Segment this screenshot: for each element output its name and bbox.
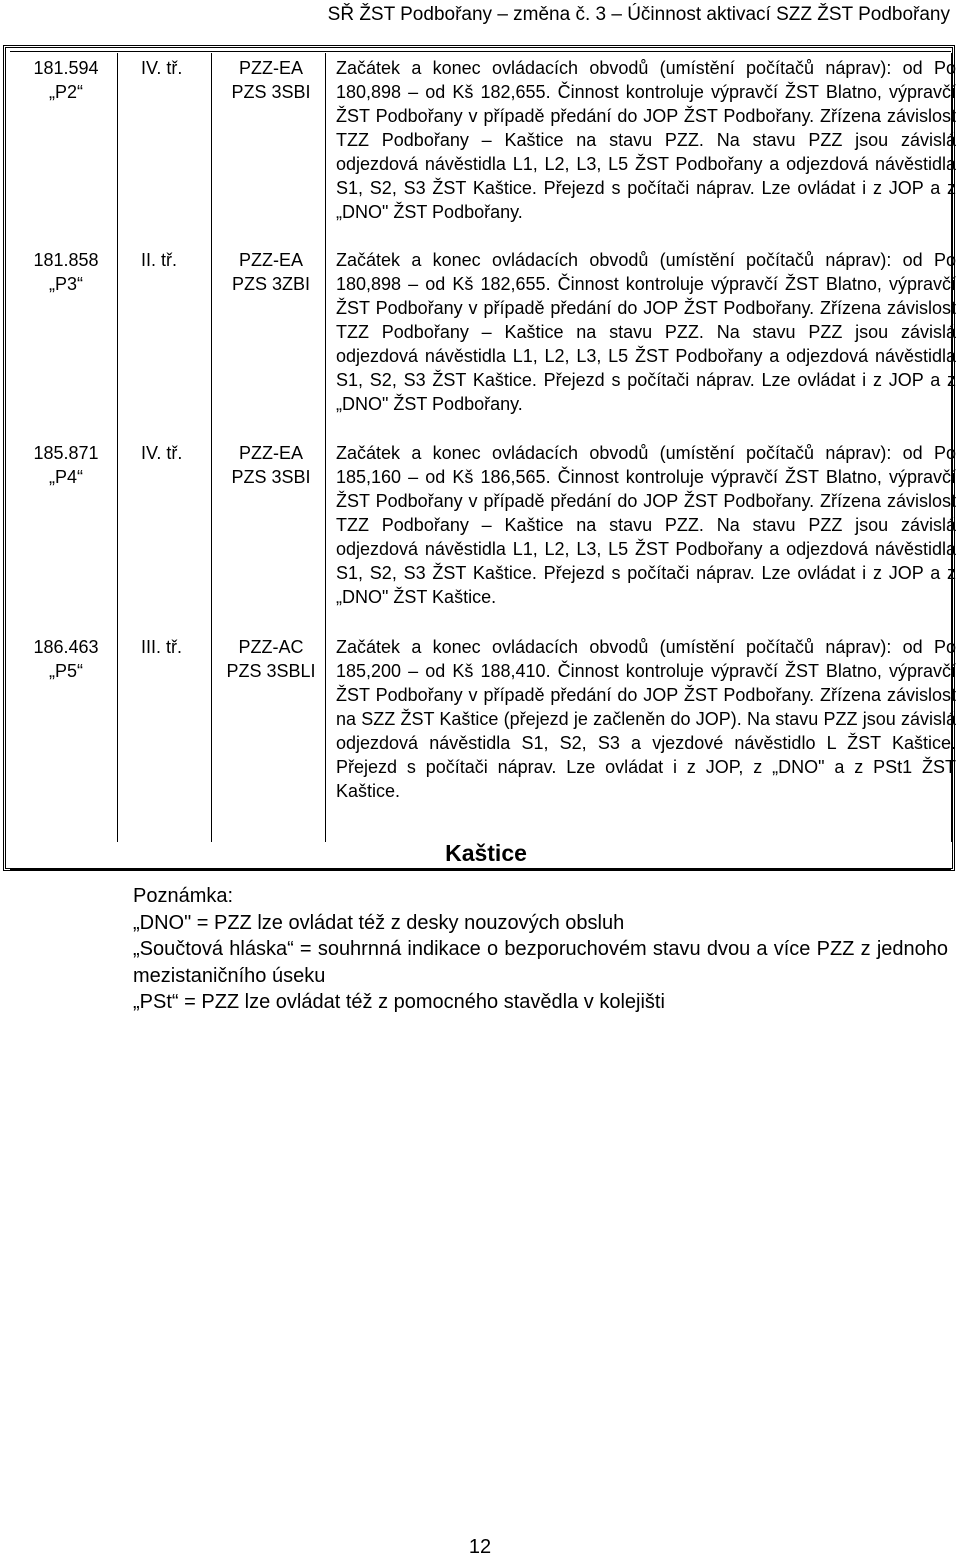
crossing-km: 181.594 — [33, 58, 99, 78]
note-line: „PSt“ = PZZ lze ovládat též z pomocného stavědla v kolejišti — [133, 991, 665, 1013]
crossing-type — [216, 635, 326, 683]
note-heading: Poznámka: — [133, 885, 234, 907]
crossing-class: IV. tř. — [141, 58, 183, 78]
table-top-rule — [10, 51, 951, 52]
crossing-type-code: PZZ-EA — [238, 443, 303, 463]
crossing-type-subcode: PZS 3SBI — [231, 467, 311, 487]
crossing-type — [216, 248, 326, 296]
crossing-name: „P4“ — [48, 467, 83, 487]
crossing-description: Začátek a konec ovládacích obvodů (umístění počítačů náprav): od Po 185,160 – od Kš 186,565. Činnost kontroluje výpravčí ŽST Blatno, výpravčí ŽST Podbořany v případě předání do JOP ŽST Podbořany. Zřízena závislost TZZ Podbořany – Kaštice na stavu PZZ. Na stavu PZZ jsou závislá odjezdová návěstidla L1, L2, L3, L5 ŽST Podbořany a odjezdová návěstidla S1, S2, S3 ŽST Kaštice. Přejezd s počítači náprav. Lze ovládat i z JOP a z „DNO" ŽST Kaštice. — [336, 443, 956, 607]
crossing-type — [216, 441, 326, 489]
crossing-description: Začátek a konec ovládacích obvodů (umístění počítačů náprav): od Po 180,898 – od Kš 182,655. Činnost kontroluje výpravčí ŽST Blatno, výpravčí ŽST Podbořany v případě předání do JOP ŽST Podbořany. Zřízena závislost TZZ Podbořany – Kaštice na stavu PZZ. Na stavu PZZ jsou závislá odjezdová návěstidla L1, L2, L3, L5 ŽST Podbořany a odjezdová návěstidla S1, S2, S3 ŽST Kaštice. Přejezd s počítači náprav. Lze ovládat i z JOP a z „DNO" ŽST Podbořany. — [336, 58, 956, 222]
crossing-description: Začátek a konec ovládacích obvodů (umístění počítačů náprav): od Po 180,898 – od Kš 182,655. Činnost kontroluje výpravčí ŽST Blatno, výpravčí ŽST Podbořany v případě předání do JOP ŽST Podbořany. Zřízena závislost TZZ Podbořany – Kaštice na stavu PZZ. Na stavu PZZ jsou závislá odjezdová návěstidla L1, L2, L3, L5 ŽST Podbořany a odjezdová návěstidla S1, S2, S3 ŽST Kaštice. Přejezd s počítači náprav. Lze ovládat i z JOP a z „DNO" ŽST Podbořany. — [336, 250, 956, 414]
note-block — [133, 883, 948, 1016]
crossing-km: 185.871 — [33, 443, 99, 463]
crossing-class: IV. tř. — [141, 443, 183, 463]
crossing-type-subcode: PZS 3SBI — [231, 82, 311, 102]
page-header: SŘ ŽST Podbořany – změna č. 3 – Účinnost aktivací SZZ ŽST Podbořany — [327, 4, 950, 25]
column-divider — [117, 53, 118, 842]
crossing-name: „P5“ — [48, 661, 83, 681]
table-row-km — [16, 56, 116, 104]
crossing-description: Začátek a konec ovládacích obvodů (umístění počítačů náprav): od Po 185,200 – od Kš 188,410. Činnost kontroluje výpravčí ŽST Blatno, výpravčí ŽST Podbořany v případě předání do JOP ŽST Podbořany. Zřízena závislost na SZZ ŽST Kaštice (přejezd je začleněn do JOP). Na stavu PZZ jsou závislá odjezdová návěstidla S1, S2, S3 a vjezdové návěstidlo L ŽST Kaštice. Přejezd s počítači náprav. Lze ovládat i z JOP, z „DNO" a z PSt1 ŽST Kaštice. — [336, 637, 956, 801]
note-line: „DNO" = PZZ lze ovládat též z desky nouzových obsluh — [133, 911, 625, 934]
crossing-type-code: PZZ-AC — [238, 637, 304, 657]
crossing-type-code: PZZ-EA — [238, 250, 303, 270]
crossing-type-subcode: PZS 3SBLI — [226, 661, 316, 681]
crossing-type-code: PZZ-EA — [238, 58, 303, 78]
crossing-table — [3, 45, 955, 871]
table-row-km — [16, 635, 116, 683]
crossing-name: „P2“ — [48, 82, 83, 102]
section-title: Kaštice — [445, 840, 527, 866]
crossing-type-subcode: PZS 3ZBI — [231, 274, 311, 294]
crossing-type — [216, 56, 326, 104]
crossing-km: 181.858 — [33, 250, 99, 270]
crossing-class: II. tř. — [141, 250, 177, 270]
note-line: „Součtová hláska“ = souhrnná indikace o bezporuchovém stavu dvou a více PZZ z jednoho mezistaničního úseku — [133, 938, 948, 987]
column-divider — [211, 53, 212, 842]
page-number: 12 — [468, 1536, 492, 1558]
crossing-class: III. tř. — [141, 637, 183, 657]
table-bottom-rule — [10, 869, 951, 870]
table-row-km — [16, 441, 116, 489]
crossing-km: 186.463 — [33, 637, 99, 657]
crossing-name: „P3“ — [48, 274, 83, 294]
table-row-km — [16, 248, 116, 296]
